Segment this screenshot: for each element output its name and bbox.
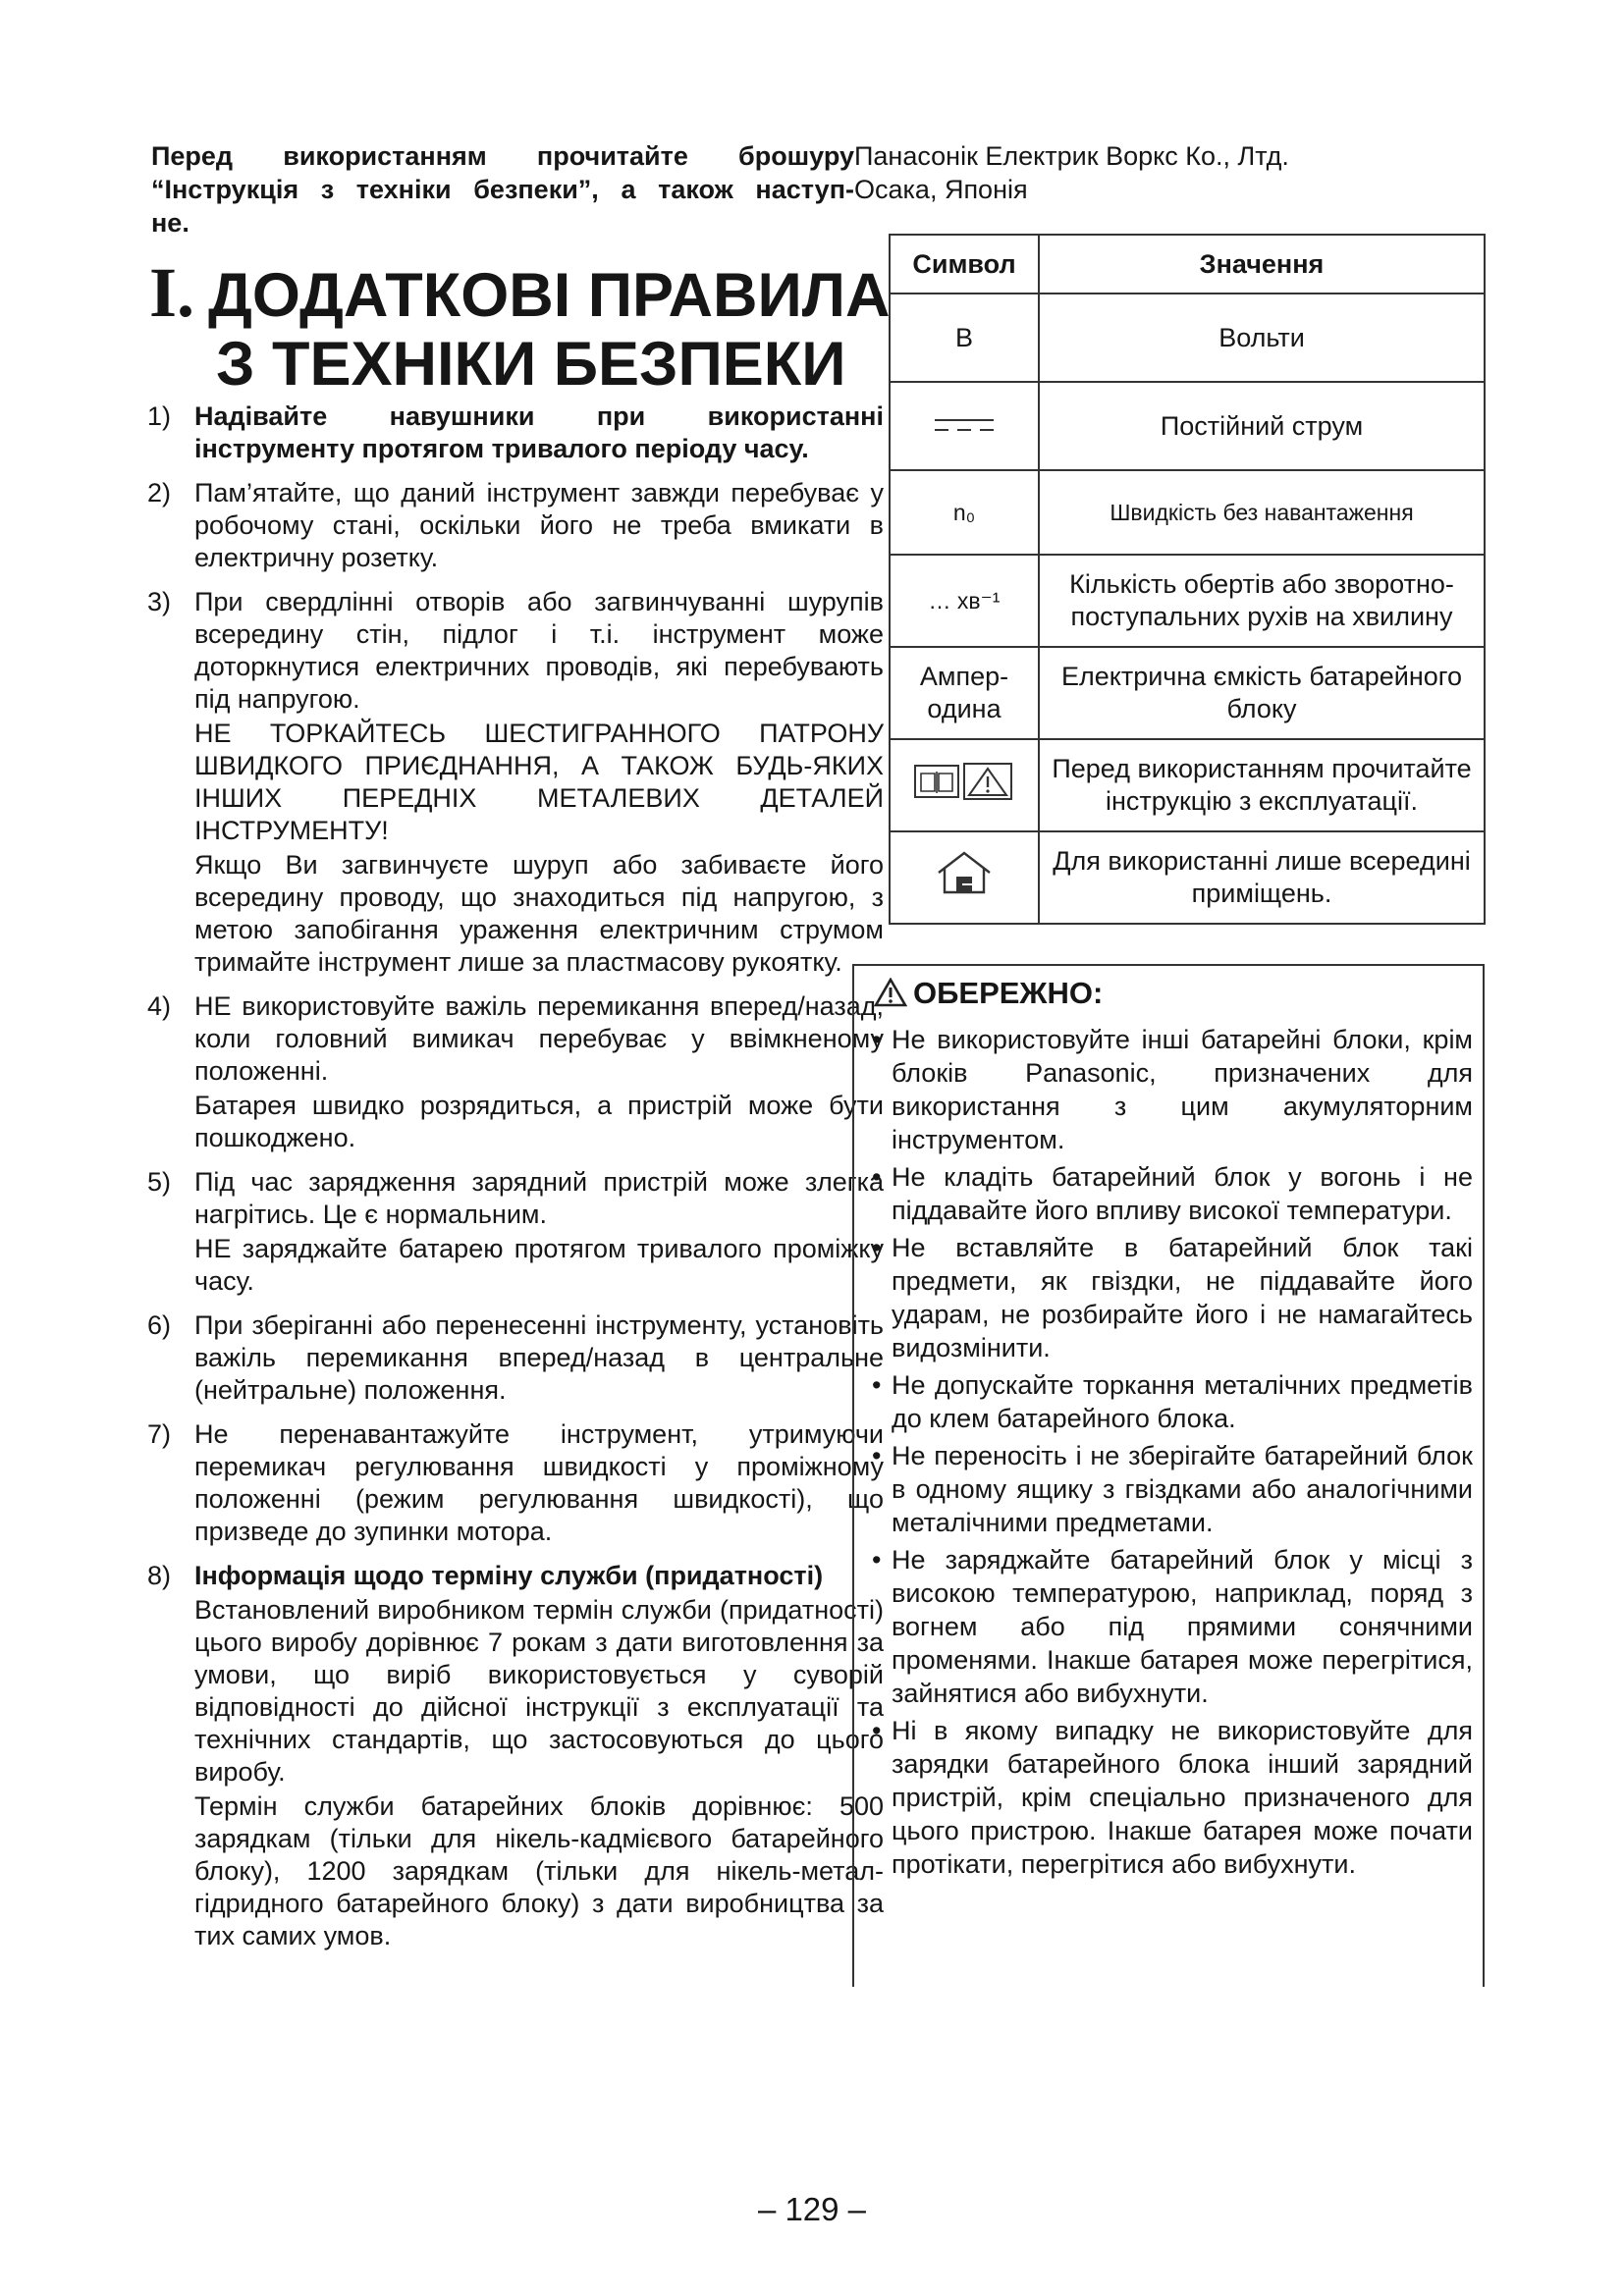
rule-paragraph: Батарея швидко розрядиться, а пристрій може бути пошкоджено. [194,1091,884,1152]
rule-item [147,1166,884,1298]
intro-line: “Інструкція з техніки безпеки”, а також наступ- [151,175,854,204]
caution-item: • Не допускайте торкання металічних предметів до клем батарейного блока. [872,1368,1473,1435]
table-row [890,831,1485,924]
meaning-cell: Постійний струм [1039,382,1485,470]
intro-line: Перед використанням прочитайте брошуру [151,141,854,171]
rule-item [147,1418,884,1548]
rule-paragraph: Пам’ятайте, що даний інструмент завжди перебуває у робочому стані, оскільки його не треба вмикати в електричну розетку. [194,478,884,572]
rule-number: 2) [147,478,172,507]
manufacturer-name: Панасонік Електрик Воркс Ко., Лтд. [854,141,1289,171]
caution-title: ОБЕРЕЖНО: [913,976,1104,1010]
meaning-cell: Електрична ємкість батарейного блоку [1039,647,1485,739]
section-title [208,261,890,399]
symbol-table [889,234,1486,925]
manufacturer-location: Осака, Японія [854,175,1028,204]
rule-paragraph: Не перенавантажуйте інструмент, утримуючи перемикач регулювання швидкості у проміжному положенні (режим регулювання швидкості), що призведе до зупинки мотора. [194,1419,884,1546]
rule-paragraph: Під час зарядження зарядний пристрій може злегка нагрітись. Це є нормальним. [194,1167,884,1229]
caution-item: • Не переносіть і не зберігайте батарейний блок в одному ящику з гвіздками або аналогічними металічними предметами. [872,1439,1473,1539]
read-manual-warning-icon [913,760,1015,803]
rule-number: 6) [147,1310,172,1340]
caution-heading [874,976,1103,1011]
symbol-column-header: Символ [890,235,1039,294]
section-title-line: ДОДАТКОВІ ПРАВИЛА [208,261,891,330]
rule-paragraph: Інформація щодо терміну служби (придатності) [194,1561,824,1590]
rule-paragraph: Встановлений виробником термін служби (придатності) цього виробу дорівнює 7 рокам з дати виготовлення за умови, що виріб використовується у суворій відповідності до дійсної інструкції з експлуатації та технічних стандартів, що застосовуються до цього виробу. [194,1595,884,1787]
section-number: I. [149,253,195,332]
table-row [890,739,1485,831]
dc-current-icon [933,415,996,435]
warning-triangle-icon [874,978,907,1007]
caution-box [852,964,1485,1987]
rule-item [147,477,884,574]
rule-item [147,1560,884,1952]
symbol-cell: … хв⁻¹ [890,555,1039,647]
rule-item [147,586,884,979]
symbol-cell: n₀ [890,470,1039,555]
symbol-cell [890,831,1039,924]
rule-paragraph: Якщо Ви загвинчуєте шуруп або забиваєте його всередину проводу, що знаходиться під напругою, з метою запобігання ураження електричним струмом тримайте інструмент лише за пластмасову рукоятку. [194,850,884,977]
rule-number: 1) [147,401,172,431]
symbol-cell: Ампер-одина [890,647,1039,739]
symbol-cell [890,739,1039,831]
meaning-column-header: Значення [1039,235,1485,294]
section-title-line: З ТЕХНІКИ БЕЗПЕКИ [216,330,846,399]
rule-paragraph: НЕ ТОРКАЙТЕСЬ ШЕСТИГРАННОГО ПАТРОНУ ШВИДКОГО ПРИЄДНАННЯ, А ТАКОЖ БУДЬ-ЯКИХ ІНШИХ ПЕРЕДНІХ МЕТАЛЕВИХ ДЕТАЛЕЙ ІНСТРУМЕНТУ! [194,719,884,845]
meaning-cell: Перед використанням прочитайте інструкцію з експлуатації. [1039,739,1485,831]
table-row [890,470,1485,555]
caution-item: • Не вставляйте в батарейний блок такі предмети, як гвіздки, не піддавайте його ударам, не розбирайте його і не намагайтесь видозмінити. [872,1231,1473,1364]
caution-item: • Ні в якому випадку не використовуйте для зарядки батарейного блока інший зарядний пристрій, крім спеціально призначеного для цього пристрою. Інакше батарея може почати протікати, перегрітися або вибухнути. [872,1714,1473,1881]
rule-paragraph: НЕ використовуйте важіль перемикання вперед/назад, коли головний вимикач перебуває у ввімкненому положенні. [194,991,884,1086]
intro-text [151,139,854,240]
meaning-cell: Вольти [1039,294,1485,382]
meaning-cell: Для використанні лише всередині приміщень. [1039,831,1485,924]
caution-item: • Не використовуйте інші батарейні блоки, крім блоків Panasonic, призначених для використання з цим акумуляторним інструментом. [872,1023,1473,1156]
rule-paragraph: При свердлінні отворів або загвинчуванні шурупів всередину стін, підлог і т.і. інструмент може доторкнутися електричних проводів, які перебувають під напругою. [194,587,884,714]
table-row [890,382,1485,470]
rule-number: 8) [147,1561,172,1590]
rule-number: 7) [147,1419,172,1449]
page-number: – 129 – [757,2191,867,2227]
intro-line: не. [151,208,189,238]
symbol-cell: В [890,294,1039,382]
rule-paragraph: Термін служби батарейних блоків дорівнює: 500 зарядкам (тільки для нікель-кадмієвого батарейного блоку), 1200 зарядкам (тільки для нікель-метал-гідридного батарейного блоку) з дати виробництва за тих самих умов. [194,1791,884,1950]
symbol-table-header [890,235,1485,294]
caution-item: • Не заряджайте батарейний блок у місці з високою температурою, наприклад, поряд з вогнем або під прямими сонячними променями. Інакше батарея може перегрітися, зайнятися або вибухнути. [872,1543,1473,1710]
rule-item [147,1309,884,1407]
caution-list [872,1023,1473,1885]
rule-paragraph: НЕ заряджайте батарею протягом тривалого проміжку часу. [194,1234,884,1296]
manufacturer-block [854,139,1289,206]
symbol-cell [890,382,1039,470]
rule-number: 4) [147,991,172,1021]
rule-paragraph: Надівайте навушники при використанні інструменту протягом тривалого періоду часу. [194,401,884,463]
rule-number: 3) [147,587,172,616]
rule-number: 5) [147,1167,172,1197]
meaning-cell: Швидкість без навантаження [1039,470,1485,555]
rule-paragraph: При зберіганні або перенесенні інструменту, установіть важіль перемикання вперед/назад в центральне (нейтральне) положення. [194,1310,884,1405]
table-row [890,555,1485,647]
rule-item [147,400,884,465]
table-row [890,647,1485,739]
indoor-use-icon [933,849,996,898]
meaning-cell: Кількість обертів або зворотно-поступальних рухів на хвилину [1039,555,1485,647]
caution-item: • Не кладіть батарейний блок у вогонь і не піддавайте його впливу високої температури. [872,1160,1473,1227]
rule-item [147,990,884,1154]
table-row [890,294,1485,382]
safety-rules-list [147,400,884,1964]
